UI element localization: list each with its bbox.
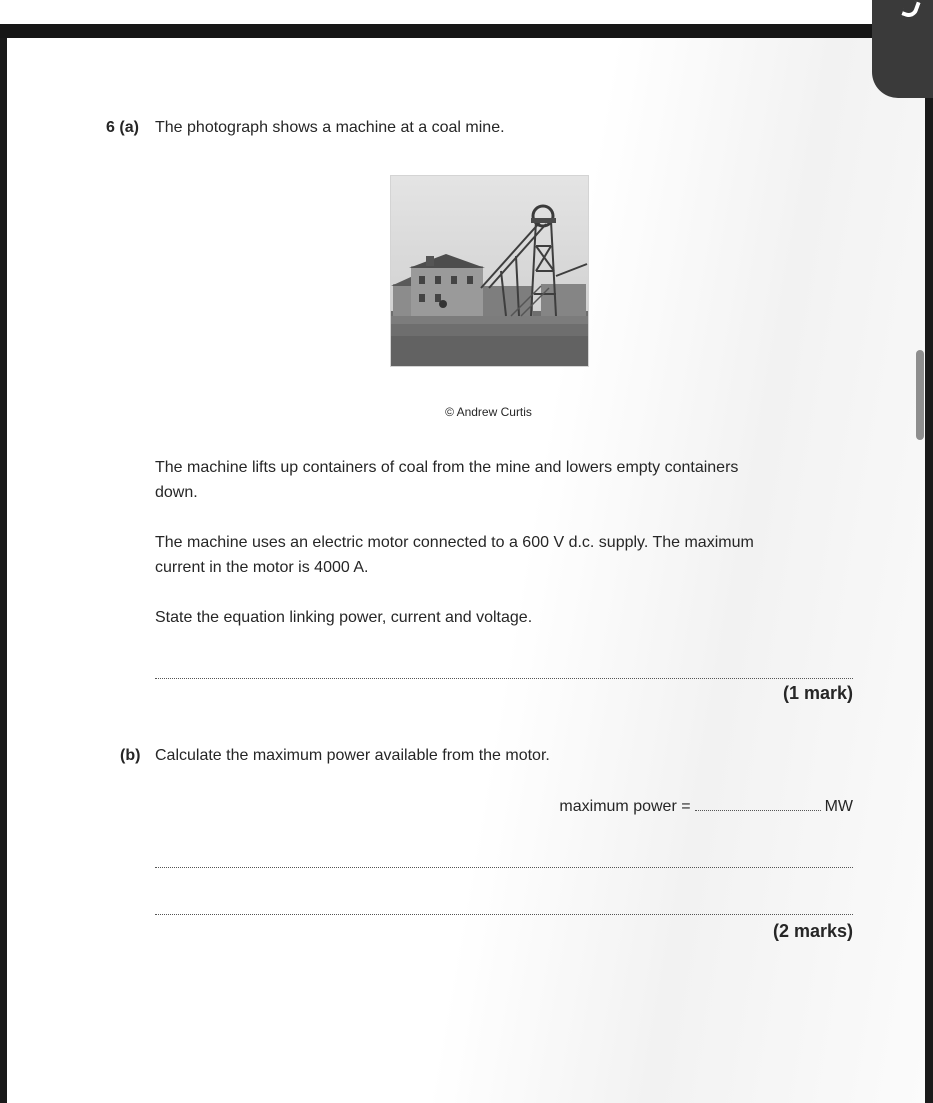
top-dark-bar: [0, 24, 933, 38]
paragraph-1-line-1: The machine lifts up containers of coal from the mine and lowers empty containers: [155, 459, 739, 476]
part-b-marks: (2 marks): [772, 921, 853, 941]
answer-label: maximum power =: [559, 798, 691, 815]
answer-row-max-power: [559, 794, 853, 819]
photo-of-mine-headframe: [390, 175, 589, 367]
paragraph-1-line-2: down.: [155, 484, 198, 501]
scrollbar-thumb[interactable]: [916, 350, 924, 440]
paragraph-2-line-1: The machine uses an electric motor connected to a 600 V d.c. supply. The maximum: [155, 534, 754, 551]
answer-unit: MW: [824, 798, 853, 815]
part-b-label: (b): [120, 747, 141, 764]
part-b-instruction: Calculate the maximum power available from the motor.: [155, 747, 550, 764]
working-line-1[interactable]: [155, 867, 853, 868]
photo-credit: © Andrew Curtis: [445, 405, 532, 419]
top-status-strip: [0, 0, 933, 24]
part-a-intro: The photograph shows a machine at a coal mine.: [155, 119, 505, 136]
part-a-instruction: State the equation linking power, current and voltage.: [155, 609, 533, 626]
answer-line-a[interactable]: [155, 678, 853, 679]
question-number: 6 (a): [106, 119, 139, 136]
part-a-marks: (1 mark): [782, 683, 853, 703]
working-line-2[interactable]: [155, 914, 853, 915]
max-power-answer-field[interactable]: [695, 796, 821, 811]
paragraph-2-line-2: current in the motor is 4000 A.: [155, 559, 369, 576]
